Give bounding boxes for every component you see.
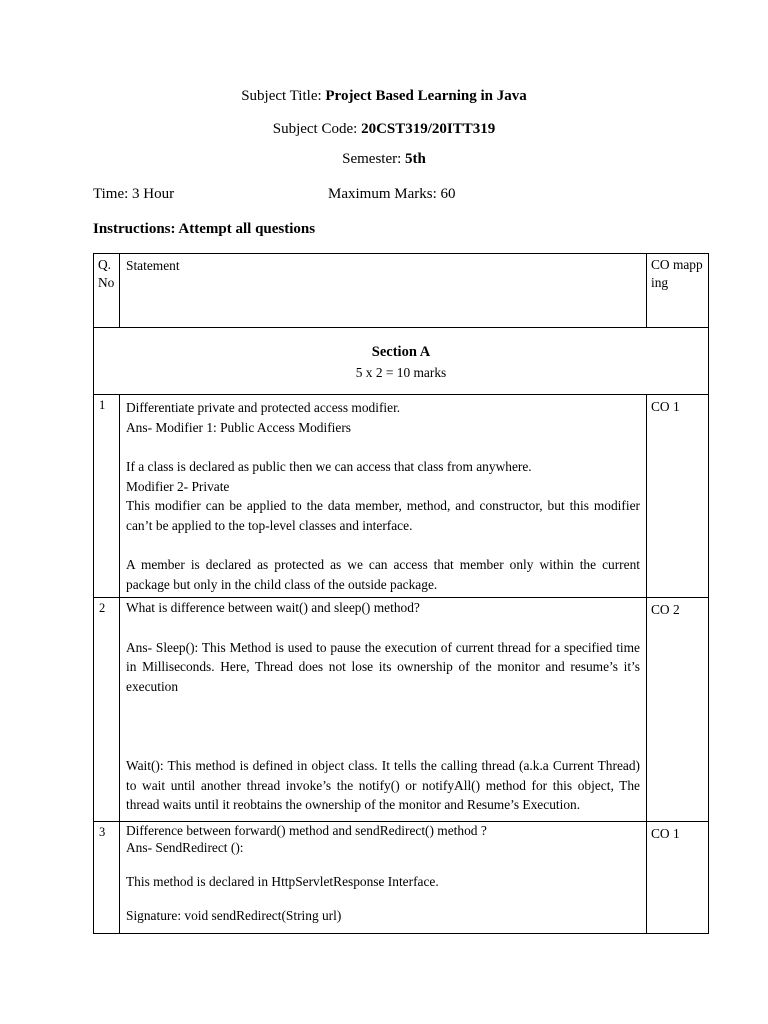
table-header-row: [94, 254, 709, 328]
time-info: Time: 3 Hour: [93, 186, 175, 202]
question-row-3: [94, 822, 709, 934]
answer-line: This method is declared in HttpServletResponse Interface.: [126, 874, 439, 889]
subject-title-label: Subject Title:: [241, 88, 322, 104]
co-mapping: CO 2: [651, 602, 680, 617]
co-cell: [647, 395, 709, 598]
co-cell: [647, 598, 709, 822]
answer-line: Ans- Modifier 1: Public Access Modifiers: [126, 419, 352, 435]
subject-code: 20CST319/20ITT319: [361, 121, 496, 137]
co-mapping: CO 1: [651, 826, 680, 841]
semester-label: Semester:: [342, 151, 402, 167]
max-marks-info: Maximum Marks: 60: [328, 186, 456, 202]
question-row-2: [94, 598, 709, 822]
co-header: CO mapping: [651, 257, 703, 290]
qno-cell: [94, 598, 120, 822]
answer-line: If a class is declared as public then we can access that class from anywhere.: [126, 459, 532, 474]
statement-header-cell: [120, 254, 647, 328]
question-row-1: [94, 395, 709, 598]
answer-paragraph: A member is declared as protected as we can access that member only within the current package but only in the child class of the outside package.: [126, 557, 640, 592]
qno-header-cell: [94, 254, 120, 328]
question-text: Difference between forward() method and sendRedirect() method ?: [126, 823, 487, 838]
question-number: 2: [99, 601, 106, 615]
section-row: [94, 328, 709, 395]
qno-header: Q.No: [98, 257, 115, 290]
co-cell: [647, 822, 709, 934]
statement-cell: [120, 598, 647, 822]
answer-paragraph: Wait(): This method is defined in object class. It tells the calling thread (a.k.a Current Thread) to wait until another thread invoke’s the notify() or notifyAll() method for this object, The thread waits until it reobtains the ownership of the monitor and Resume’s Execution.: [126, 758, 640, 812]
section-title: Section A: [371, 344, 431, 360]
question-number: 1: [99, 398, 106, 412]
answer-paragraph: This modifier can be applied to the data member, method, and constructor, but this modifier can’t be applied to the top-level classes and interface.: [126, 498, 640, 533]
statement-header: Statement: [126, 258, 180, 273]
section-marks: 5 x 2 = 10 marks: [355, 364, 447, 380]
subject-code-line: [0, 121, 768, 138]
co-mapping: CO 1: [651, 399, 680, 414]
question-number: 3: [99, 825, 106, 839]
answer-line: Signature: void sendRedirect(String url): [126, 908, 342, 923]
qno-cell: [94, 395, 120, 598]
answer-paragraph: Ans- Sleep(): This Method is used to pause the execution of current thread for a specified time in Milliseconds. Here, Thread does not lose its ownership of the monitor and resume’s it’s execution: [126, 639, 640, 694]
semester-value: 5th: [405, 151, 426, 167]
answer-line: Modifier 2- Private: [126, 478, 230, 494]
statement-cell: [120, 395, 647, 598]
qno-cell: [94, 822, 120, 934]
section-cell: [94, 328, 709, 395]
instructions: Instructions: Attempt all questions: [93, 221, 316, 237]
questions-table: [93, 253, 709, 934]
co-header-cell: [647, 254, 709, 328]
semester-line: [0, 151, 768, 168]
subject-title-line: [0, 88, 768, 105]
question-text: Differentiate private and protected access modifier.: [126, 400, 401, 415]
subject-code-label: Subject Code:: [272, 121, 358, 137]
statement-cell: [120, 822, 647, 934]
question-text: What is difference between wait() and sleep() method?: [126, 600, 420, 615]
answer-line: Ans- SendRedirect ():: [126, 840, 244, 855]
subject-title: Project Based Learning in Java: [325, 88, 527, 104]
